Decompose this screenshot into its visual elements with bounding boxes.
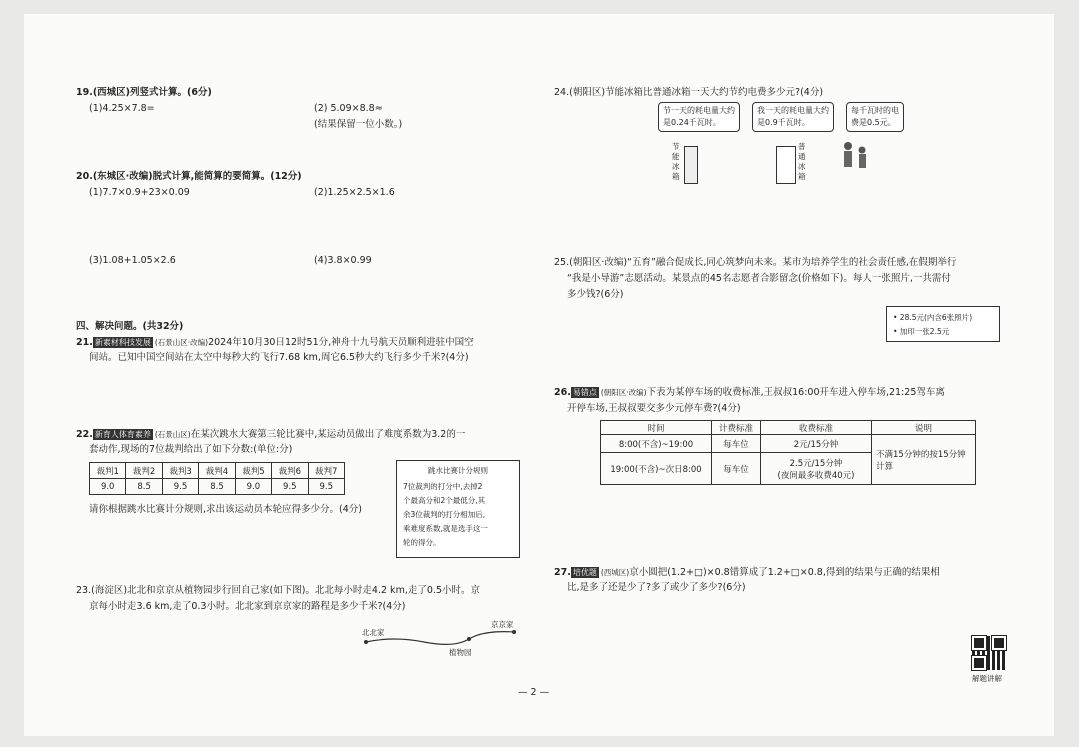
q26-cell: 2.5元/15分钟 (夜间最多收费40元) bbox=[761, 453, 872, 485]
page-number: — 2 — bbox=[518, 687, 550, 698]
q22-line2: 套动作,现场的7位裁判给出了如下分数:(单位:分) bbox=[89, 444, 293, 455]
q20-title: 20.(东城区·改编)脱式计算,能简算的要简算。(12分) bbox=[76, 171, 302, 182]
q22-header: 裁判6 bbox=[272, 463, 308, 479]
q25-price2: • 加印一张2.5元 bbox=[893, 327, 950, 336]
q23-garden-label: 植物园 bbox=[449, 648, 472, 657]
q26-header: 说明 bbox=[872, 421, 976, 435]
q21-line1: 21. 新素材科技发展 (石景山区·改编)2024年10月30日12时51分,神舟十九号航天员顺利进驻中国空 bbox=[76, 337, 474, 348]
q22-header: 裁判3 bbox=[162, 463, 198, 479]
q25-line3: 多少钱?(6分) bbox=[567, 289, 624, 300]
q22-rule-line: 乘难度系数,就是选手这一 bbox=[403, 524, 488, 533]
q22-score-table bbox=[89, 462, 345, 495]
energy-fridge-icon bbox=[684, 146, 698, 184]
q22-score: 9.5 bbox=[308, 479, 344, 495]
q19-a: (1)4.25×7.8= bbox=[89, 103, 155, 114]
q22-score: 9.0 bbox=[235, 479, 271, 495]
q23-point-garden bbox=[467, 637, 471, 641]
q21-tag: 新素材科技发展 bbox=[94, 338, 151, 347]
q25-price1: • 28.5元(内含6张照片) bbox=[893, 313, 973, 322]
q20-b: (2)1.25×2.5×1.6 bbox=[314, 187, 395, 198]
q26-line1: 26. 易错点 (朝阳区·改编)下表为某停车场的收费标准,王叔叔16:00开车进入停车场,21:25驾车离 bbox=[554, 387, 945, 398]
q22-rule-box bbox=[396, 460, 520, 558]
q24-fridge1-label: 节能冰箱 bbox=[672, 142, 680, 181]
q24-bubble-3: 每千瓦时的电 费是0.5元。 bbox=[846, 102, 904, 132]
normal-fridge-icon bbox=[776, 146, 796, 184]
q22-score: 9.0 bbox=[90, 479, 126, 495]
q26-note-cell: 不满15分钟的按15分钟 计算 bbox=[872, 435, 976, 485]
q22-header: 裁判2 bbox=[126, 463, 162, 479]
q19-b-note: (结果保留一位小数。) bbox=[314, 119, 403, 130]
q25-line2: “我是小导游”志愿活动。某景点的45名志愿者合影留念(价格如下)。每人一张照片,一共需付 bbox=[567, 273, 951, 284]
section4-title: 四、解决问题。(共32分) bbox=[76, 321, 184, 332]
q22-header: 裁判4 bbox=[199, 463, 235, 479]
q23-jingjing-label: 京京家 bbox=[491, 620, 514, 629]
people-icon bbox=[838, 140, 878, 176]
q26-cell: 19:00(不含)~次日8:00 bbox=[601, 453, 712, 485]
exam-sheet bbox=[24, 14, 1054, 736]
qr-label: 解题讲解 bbox=[972, 674, 1002, 683]
q26-cell: 8:00(不含)~19:00 bbox=[601, 435, 712, 453]
q22-score: 9.5 bbox=[162, 479, 198, 495]
q22-rule-line: 个最高分和2个最低分,其 bbox=[403, 496, 486, 505]
q26-line2: 开停车场,王叔叔要交多少元停车费?(4分) bbox=[567, 403, 741, 414]
q23-point-beibei bbox=[364, 640, 368, 644]
q22-line1: 22. 新育人体育素养 (石景山区)在某次跳水大赛第三轮比赛中,某运动员做出了难度系数为3.2的一 bbox=[76, 429, 466, 440]
q27-line1: 27. 培优题 (西城区)京小圆把(1.2+□)×0.8错算成了1.2+□×0.8,得到的结果与正确的结果相 bbox=[554, 567, 940, 578]
q25-price-box bbox=[886, 306, 1000, 342]
q23-line1: 23.(海淀区)北北和京京从植物园步行回自己家(如下图)。北北每小时走4.2 km,走了0.5小时。京 bbox=[76, 585, 480, 596]
q22-rule-title: 跳水比赛计分规则 bbox=[428, 466, 488, 475]
q26-header: 收费标准 bbox=[761, 421, 872, 435]
q22-ask: 请你根据跳水比赛计分规则,求出该运动员本轮应得多少分。(4分) bbox=[89, 504, 362, 515]
q26-header: 计费标准 bbox=[712, 421, 761, 435]
q22-rule-line: 轮的得分。 bbox=[403, 538, 441, 547]
q26-fee-table bbox=[600, 420, 976, 485]
q23-line2: 京每小时走3.6 km,走了0.3小时。北北家到京京家的路程是多少千米?(4分) bbox=[89, 601, 406, 612]
q19-title: 19.(西城区)列竖式计算。(6分) bbox=[76, 87, 212, 98]
q26-header: 时间 bbox=[601, 421, 712, 435]
q24-title: 24.(朝阳区)节能冰箱比普通冰箱一天大约节约电费多少元?(4分) bbox=[554, 87, 824, 98]
q27-tag: 培优题 bbox=[572, 568, 597, 577]
q22-score: 8.5 bbox=[126, 479, 162, 495]
q22-score: 8.5 bbox=[199, 479, 235, 495]
q25-line1: 25.(朝阳区·改编)“五育”融合促成长,同心筑梦向未来。某市为培养学生的社会责任感,在假期举行 bbox=[554, 257, 957, 268]
q20-d: (4)3.8×0.99 bbox=[314, 255, 372, 266]
q21-line2: 间站。已知中国空间站在太空中每秒大约飞行7.68 km,周它6.5秒大约飞行多少千米?(4分) bbox=[89, 352, 469, 363]
q26-cell: 2元/15分钟 bbox=[761, 435, 872, 453]
q23-beibei-label: 北北家 bbox=[362, 628, 385, 637]
q22-header: 裁判1 bbox=[90, 463, 126, 479]
q24-bubble-1: 节一天的耗电量大约 是0.24千瓦时。 bbox=[658, 102, 740, 132]
q20-a: (1)7.7×0.9+23×0.09 bbox=[89, 187, 190, 198]
q22-tag: 新育人体育素养 bbox=[94, 430, 151, 439]
q27-line2: 比,是多了还是少了?多了或少了多少?(6分) bbox=[567, 582, 746, 593]
qr-code-icon bbox=[972, 636, 1006, 670]
q26-tag: 易错点 bbox=[572, 388, 597, 397]
q19-b: (2) 5.09×8.8≈ bbox=[314, 103, 383, 114]
q22-rule-line: 7位裁判的打分中,去掉2 bbox=[403, 482, 483, 491]
q23-route-line bbox=[366, 632, 514, 645]
q26-cell: 每车位 bbox=[712, 435, 761, 453]
q24-fridge2-label: 普通冰箱 bbox=[798, 142, 806, 181]
q20-c: (3)1.08+1.05×2.6 bbox=[89, 255, 176, 266]
q22-rule-line: 余3位裁判的打分相加后, bbox=[403, 510, 486, 519]
q22-score: 9.5 bbox=[272, 479, 308, 495]
q22-header: 裁判7 bbox=[308, 463, 344, 479]
q26-cell: 每车位 bbox=[712, 453, 761, 485]
q24-bubble-2: 我一天的耗电量大约 是0.9千瓦时。 bbox=[752, 102, 834, 132]
q22-header: 裁判5 bbox=[235, 463, 271, 479]
